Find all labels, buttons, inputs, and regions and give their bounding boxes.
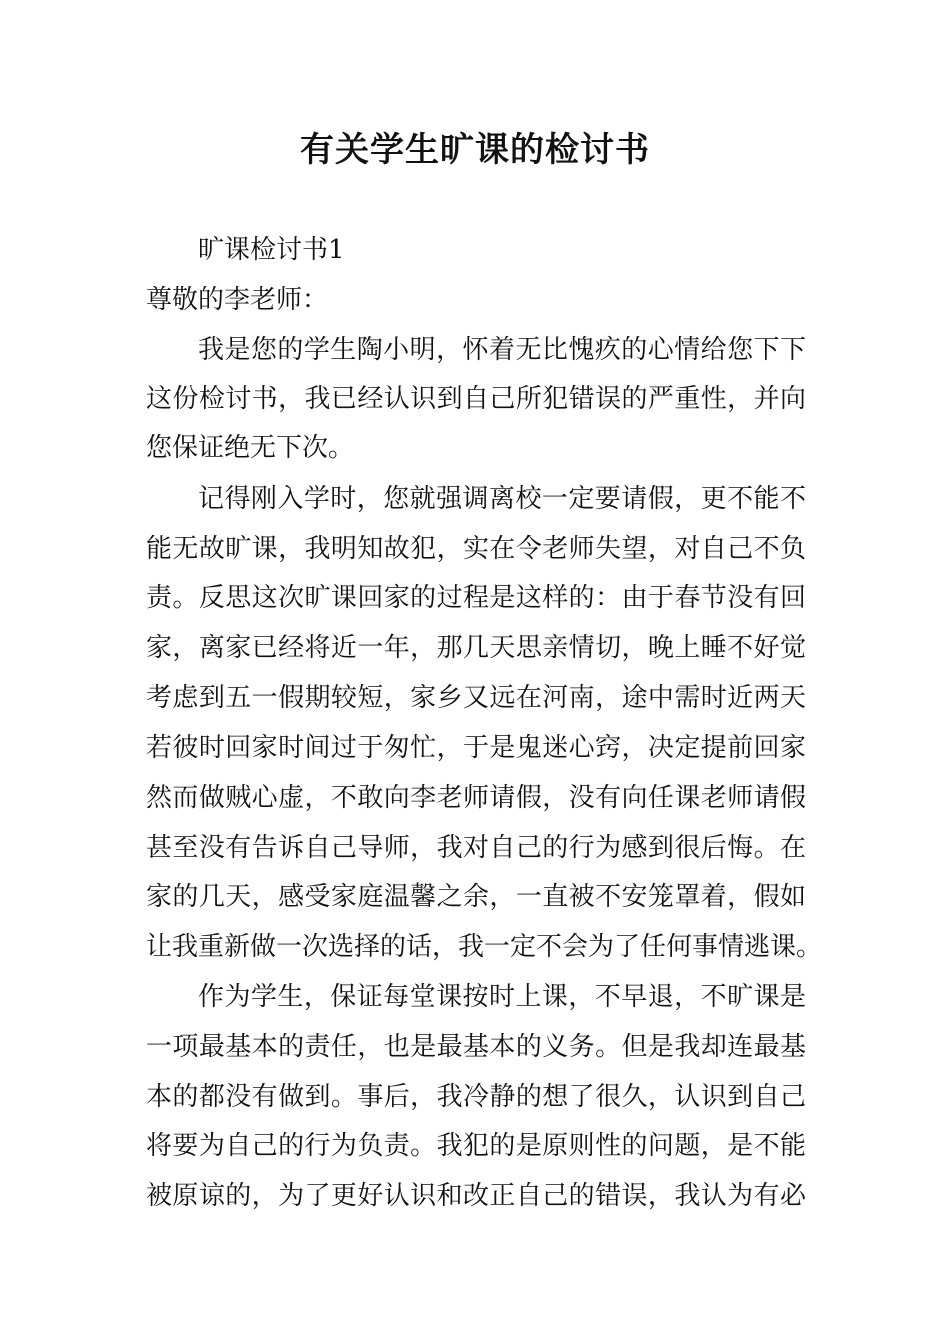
paragraph-line: 让我重新做一次选择的话，我一定不会为了任何事情逃课。 bbox=[146, 932, 823, 962]
paragraph-line: 甚至没有告诉自己导师，我对自己的行为感到很后悔。在 bbox=[146, 833, 806, 863]
paragraph-line: 考虑到五一假期较短，家乡又远在河南，途中需时近两天 bbox=[146, 683, 806, 713]
paragraph-line: 能无故旷课，我明知故犯，实在令老师失望，对自己不负 bbox=[146, 534, 806, 564]
paragraph-line: 若彼时回家时间过于匆忙，于是鬼迷心窍，决定提前回家 bbox=[146, 733, 806, 763]
salutation: 尊敬的李老师： bbox=[146, 285, 329, 315]
paragraph-line: 家的几天，感受家庭温馨之余，一直被不安笼罩着，假如 bbox=[146, 882, 806, 912]
paragraph-line: 您保证绝无下次。 bbox=[146, 433, 355, 463]
paragraph-line: 家，离家已经将近一年，那几天思亲情切，晚上睡不好觉 bbox=[146, 633, 806, 663]
paragraph-line: 作为学生，保证每堂课按时上课，不早退，不旷课是 bbox=[198, 982, 806, 1012]
paragraph-line: 然而做贼心虚，不敢向李老师请假，没有向任课老师请假 bbox=[146, 783, 806, 813]
paragraph-line: 我是您的学生陶小明，怀着无比愧疚的心情给您下下 bbox=[198, 335, 806, 365]
section-heading: 旷课检讨书1 bbox=[198, 235, 345, 265]
paragraph-line: 被原谅的，为了更好认识和改正自己的错误，我认为有必 bbox=[146, 1181, 806, 1211]
paragraph-line: 本的都没有做到。事后，我冷静的想了很久，认识到自己 bbox=[146, 1082, 806, 1112]
paragraph-line: 记得刚入学时，您就强调离校一定要请假，更不能不 bbox=[198, 484, 806, 514]
document-title: 有关学生旷课的检讨书 bbox=[300, 130, 650, 170]
paragraph-line: 将要为自己的行为负责。我犯的是原则性的问题，是不能 bbox=[146, 1131, 806, 1161]
paragraph-line: 一项最基本的责任，也是最基本的义务。但是我却连最基 bbox=[146, 1032, 806, 1062]
paragraph-line: 责。反思这次旷课回家的过程是这样的：由于春节没有回 bbox=[146, 583, 806, 613]
paragraph-line: 这份检讨书，我已经认识到自己所犯错误的严重性，并向 bbox=[146, 384, 806, 414]
